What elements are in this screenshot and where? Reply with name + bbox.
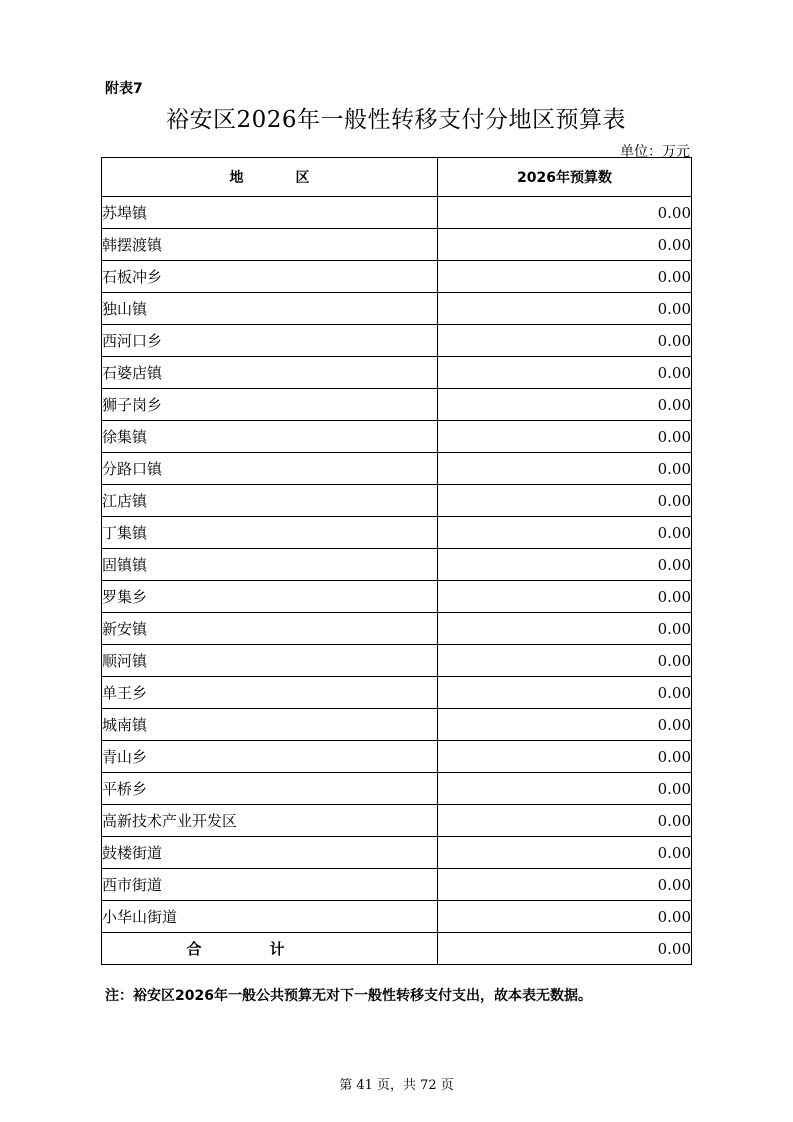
region-name: 分路口镇 [102,453,438,485]
region-name: 西河口乡 [102,325,438,357]
table-row [102,325,692,357]
region-name: 石婆店镇 [102,357,438,389]
table-row [102,261,692,293]
region-name: 江店镇 [102,485,438,517]
table-row [102,773,692,805]
region-name: 小华山街道 [102,901,438,933]
table-row [102,517,692,549]
table-header-row [102,158,692,197]
table-row [102,421,692,453]
region-amount: 0.00 [438,549,692,581]
unit-label: 单位：万元 [620,144,690,160]
region-name: 高新技术产业开发区 [102,805,438,837]
region-name: 狮子岗乡 [102,389,438,421]
region-amount: 0.00 [438,741,692,773]
table-row [102,389,692,421]
region-amount: 0.00 [438,773,692,805]
region-amount: 0.00 [438,261,692,293]
region-name: 新安镇 [102,613,438,645]
region-name: 苏埠镇 [102,197,438,229]
table-row [102,453,692,485]
region-name: 罗集乡 [102,581,438,613]
region-name: 丁集镇 [102,517,438,549]
budget-table [101,157,692,965]
region-amount: 0.00 [438,581,692,613]
table-row [102,293,692,325]
table-row [102,805,692,837]
table-note: 注：裕安区2026年一般公共预算无对下一般性转移支付支出，故本表无数据。 [105,988,592,1004]
region-name: 鼓楼街道 [102,837,438,869]
region-name: 单王乡 [102,677,438,709]
table-row [102,613,692,645]
table-row [102,837,692,869]
region-name: 城南镇 [102,709,438,741]
region-amount: 0.00 [438,837,692,869]
region-amount: 0.00 [438,293,692,325]
region-amount: 0.00 [438,453,692,485]
total-row [102,933,692,965]
region-amount: 0.00 [438,421,692,453]
header-amount: 2026年预算数 [438,158,692,197]
region-amount: 0.00 [438,517,692,549]
region-name: 石板冲乡 [102,261,438,293]
table-row [102,485,692,517]
region-amount: 0.00 [438,229,692,261]
page-footer: 第 41 页，共 72 页 [339,1078,454,1093]
table-row [102,549,692,581]
total-amount: 0.00 [438,933,692,965]
region-amount: 0.00 [438,357,692,389]
table-row [102,197,692,229]
region-name: 西市街道 [102,869,438,901]
region-amount: 0.00 [438,901,692,933]
table-row [102,709,692,741]
total-label: 合计 [102,933,438,965]
region-name: 平桥乡 [102,773,438,805]
region-name: 徐集镇 [102,421,438,453]
region-amount: 0.00 [438,485,692,517]
table-row [102,357,692,389]
attachment-label: 附表7 [105,81,143,97]
region-name: 独山镇 [102,293,438,325]
region-name: 顺河镇 [102,645,438,677]
region-name: 青山乡 [102,741,438,773]
table-row [102,869,692,901]
region-amount: 0.00 [438,869,692,901]
table-row [102,229,692,261]
region-amount: 0.00 [438,389,692,421]
region-amount: 0.00 [438,677,692,709]
region-amount: 0.00 [438,645,692,677]
region-name: 韩摆渡镇 [102,229,438,261]
region-name: 固镇镇 [102,549,438,581]
table-row [102,645,692,677]
region-amount: 0.00 [438,613,692,645]
table-row [102,677,692,709]
region-amount: 0.00 [438,197,692,229]
header-region: 地区 [102,158,438,197]
table-body [102,197,692,933]
region-amount: 0.00 [438,805,692,837]
table-row [102,901,692,933]
page-title: 裕安区2026年一般性转移支付分地区预算表 [165,107,627,133]
region-amount: 0.00 [438,325,692,357]
table-row [102,741,692,773]
table-row [102,581,692,613]
region-amount: 0.00 [438,709,692,741]
